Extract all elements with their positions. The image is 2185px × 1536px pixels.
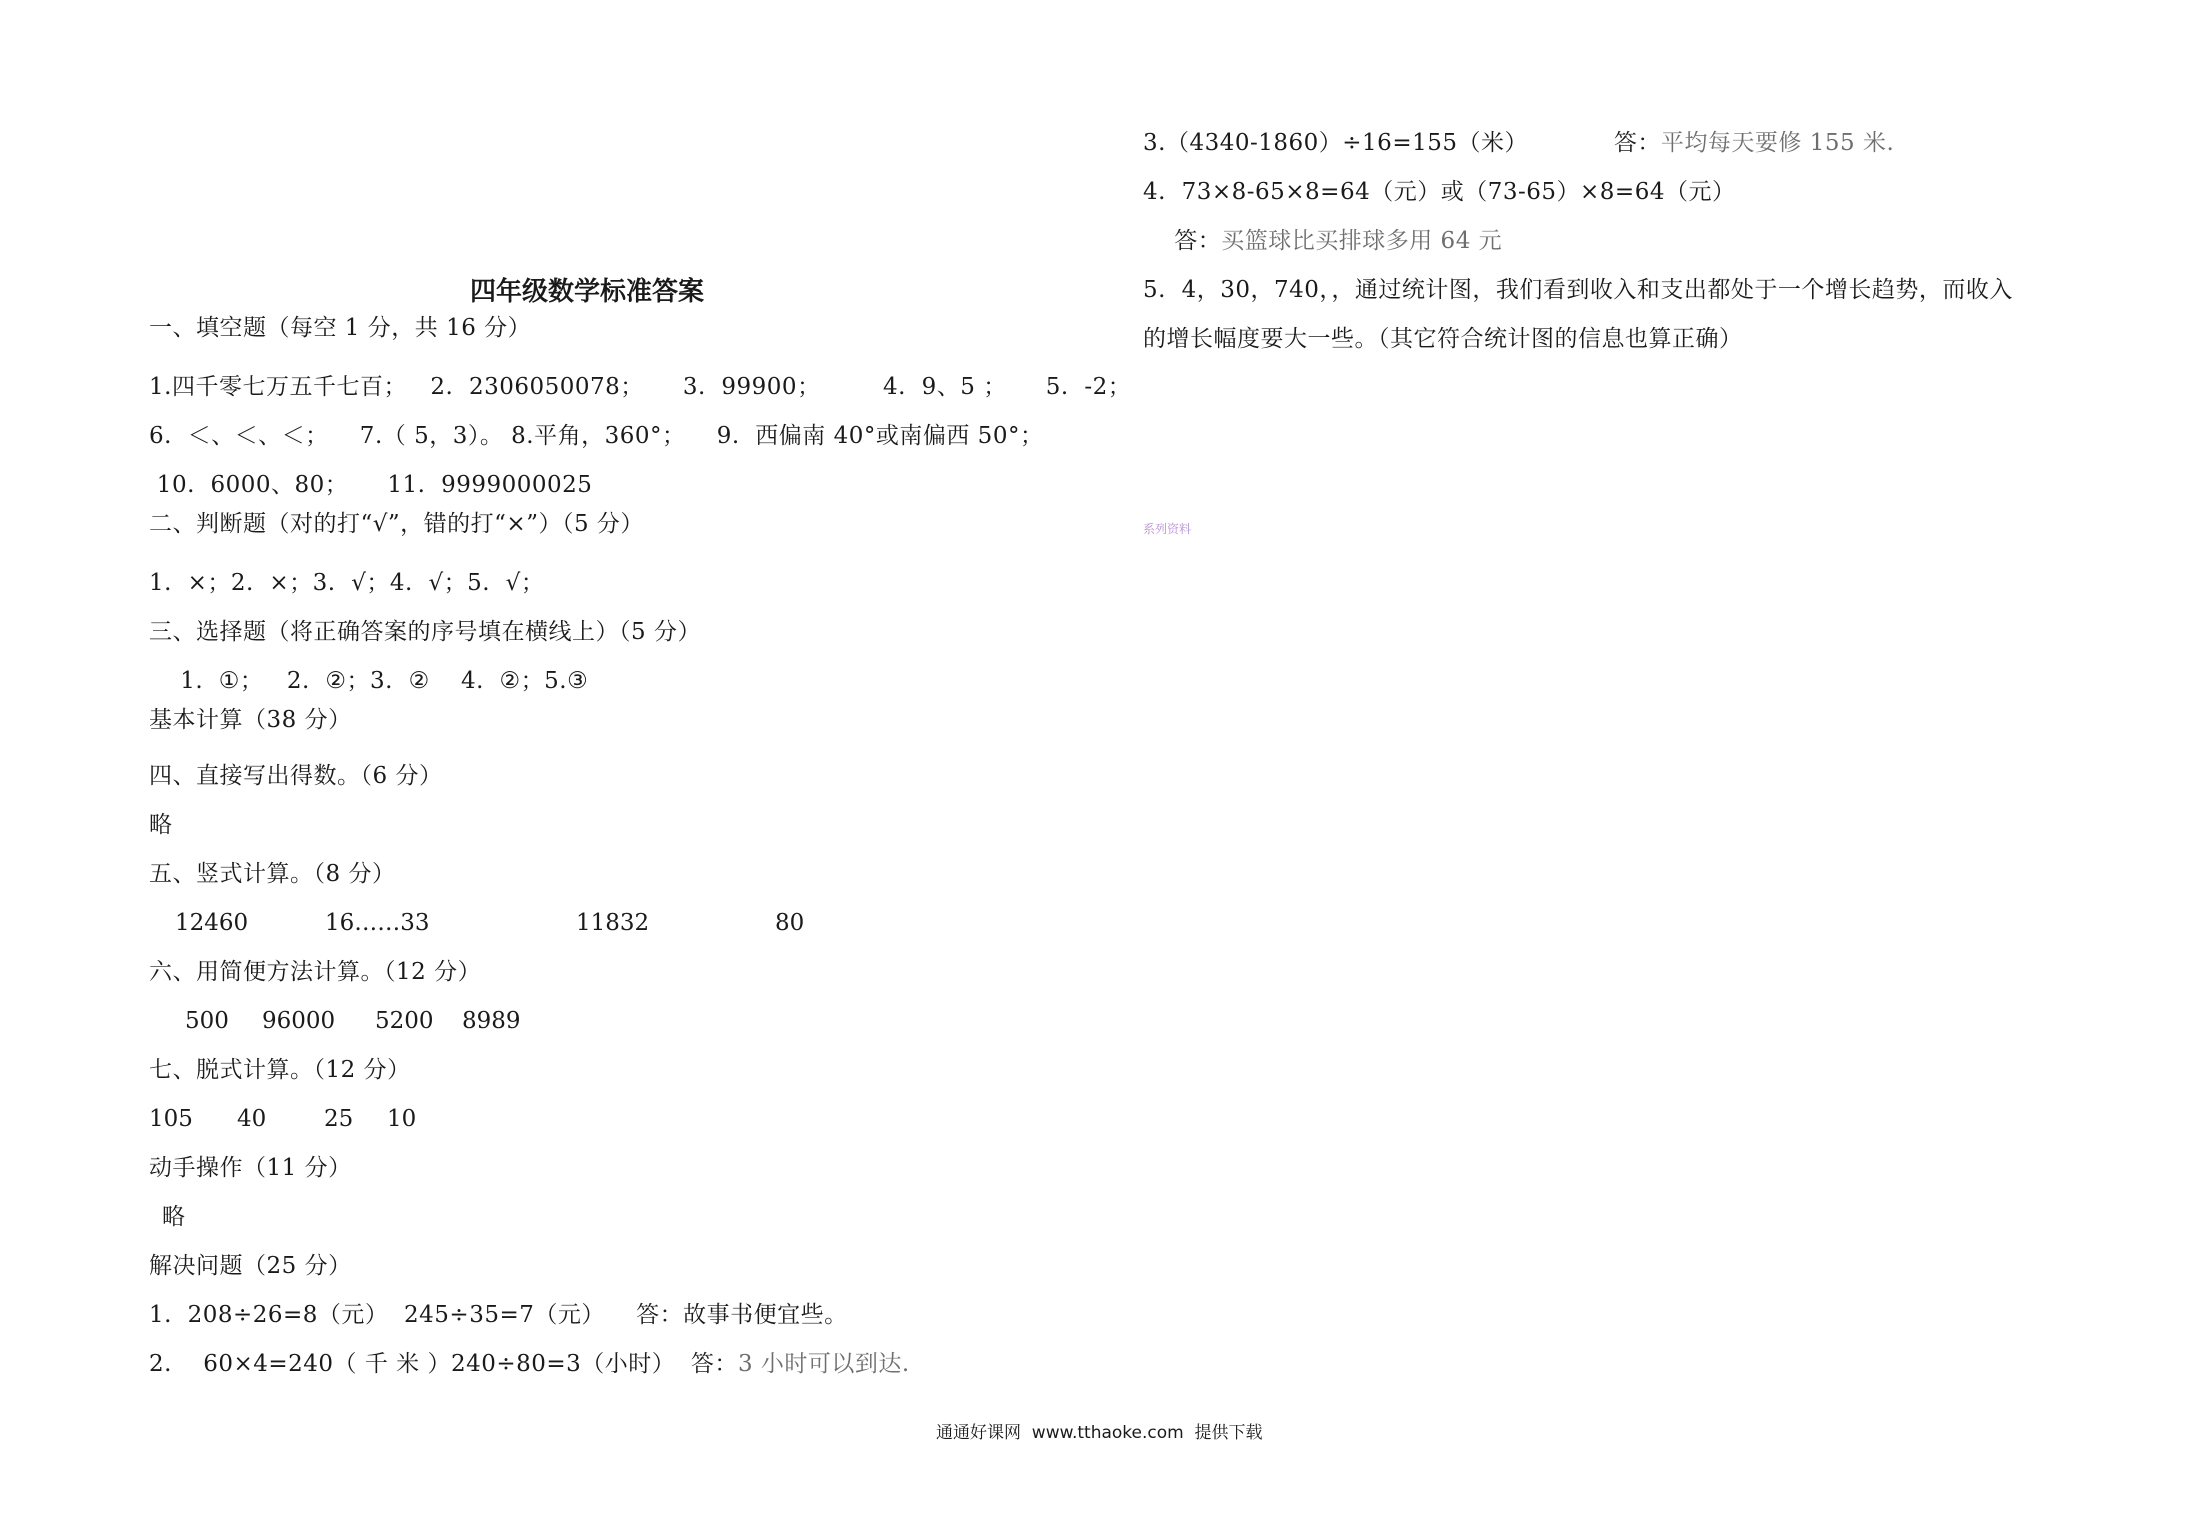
series-material-note: 系列资料 bbox=[1143, 522, 1192, 536]
section-7-value: 25 bbox=[324, 1106, 354, 1132]
problem-2-answer bbox=[149, 1349, 910, 1379]
section-4-answer: 略 bbox=[149, 812, 173, 838]
problem-3-work: 3.（4340-1860）÷16=155（米） 答： bbox=[1143, 130, 1661, 156]
problem-4-conclusion: 买篮球比买排球多用 64 元 bbox=[1221, 228, 1503, 254]
section-1-answers-line-3: 10. 6000、80； 11. 9999000025 bbox=[149, 472, 593, 498]
section-6-value: 8989 bbox=[462, 1008, 521, 1034]
section-1-answers-line-2: 6. ＜、＜、＜； 7.（ 5，3）。 8.平角，360°； 9. 西偏南 40°或南偏西 50°； bbox=[149, 423, 1044, 449]
section-2-heading: 二、判断题（对的打“√”，错的打“×”）（5 分） bbox=[149, 511, 644, 537]
section-1-answers-line-1: 1.四千零七万五千七百； 2. 2306050078； 3. 99900； 4. 9、5 ； 5. -2； bbox=[149, 374, 1132, 400]
problem-4-answer-label: 答： bbox=[1143, 228, 1222, 254]
section-5-value: 80 bbox=[775, 910, 805, 936]
section-7-value: 40 bbox=[237, 1106, 267, 1132]
problem-3-conclusion: 平均每天要修 155 米. bbox=[1660, 130, 1895, 156]
basic-calc-heading: 基本计算（38 分） bbox=[149, 707, 352, 733]
section-7-heading: 七、脱式计算。（12 分） bbox=[149, 1057, 411, 1083]
section-3-heading: 三、选择题（将正确答案的序号填在横线上）（5 分） bbox=[149, 619, 701, 645]
section-6-value: 5200 bbox=[375, 1008, 434, 1034]
hands-on-answer: 略 bbox=[162, 1204, 186, 1230]
section-2-answers: 1. ×；2. ×；3. √；4. √；5. √； bbox=[149, 570, 545, 596]
problem-1-answer: 1. 208÷26=8（元） 245÷35=7（元） 答：故事书便宜些。 bbox=[149, 1302, 848, 1328]
hands-on-heading: 动手操作（11 分） bbox=[149, 1155, 352, 1181]
section-3-answers: 1. ①； 2. ②；3. ② 4. ②；5.③ bbox=[149, 668, 589, 694]
section-7-value: 10 bbox=[387, 1106, 417, 1132]
section-5-value: 11832 bbox=[576, 910, 650, 936]
section-6-heading: 六、用简便方法计算。（12 分） bbox=[149, 959, 482, 985]
problem-2-work: 2. 60×4=240（ 千 米 ）240÷80=3（小时） 答： bbox=[149, 1351, 738, 1377]
section-5-value: 12460 bbox=[175, 910, 249, 936]
problem-5-answer-line-1: 5. 4，30，740，，通过统计图，我们看到收入和支出都处于一个增长趋势，而收入 bbox=[1143, 277, 2013, 303]
section-5-value: 16……33 bbox=[325, 910, 430, 936]
section-5-heading: 五、竖式计算。（8 分） bbox=[149, 861, 396, 887]
section-4-heading: 四、直接写出得数。（6 分） bbox=[149, 763, 443, 789]
problem-4-conclusion-line bbox=[1143, 226, 1502, 256]
section-7-value: 105 bbox=[149, 1106, 193, 1132]
problem-2-conclusion: 3 小时可以到达. bbox=[737, 1351, 910, 1377]
footer-source: 通通好课网 www.tthaoke.com 提供下载 bbox=[936, 1423, 1263, 1443]
problem-3-answer bbox=[1143, 128, 1894, 158]
problem-4-answer: 4. 73×8-65×8=64（元）或（73-65）×8=64（元） bbox=[1143, 179, 1736, 205]
problem-solving-heading: 解决问题（25 分） bbox=[149, 1253, 352, 1279]
page-title: 四年级数学标准答案 bbox=[470, 277, 705, 307]
section-6-value: 96000 bbox=[262, 1008, 336, 1034]
section-1-heading: 一、填空题（每空 1 分，共 16 分） bbox=[149, 315, 532, 341]
section-6-value: 500 bbox=[185, 1008, 229, 1034]
problem-5-answer-line-2: 的增长幅度要大一些。（其它符合统计图的信息也算正确） bbox=[1143, 326, 1743, 352]
